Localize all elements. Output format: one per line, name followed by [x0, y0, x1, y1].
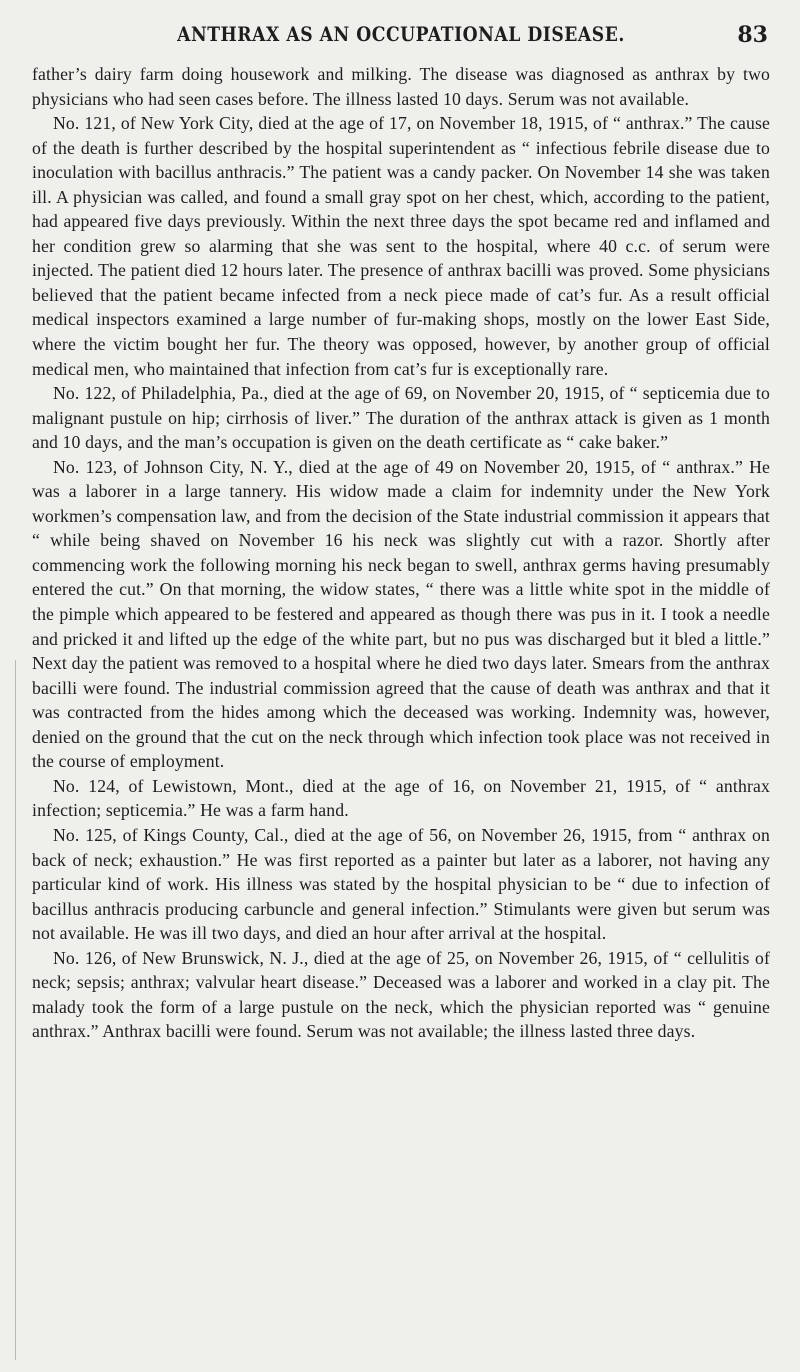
paragraph-case-124: No. 124, of Lewistown, Mont., died at the age of 16, on November 21, 1915, of “ anthrax infection; septicemia.” He was a farm hand. — [32, 775, 770, 821]
paragraph-case-126: No. 126, of New Brunswick, N. J., died at the age of 25, on November 26, 1915, of “ cellulitis of neck; sepsis; anthrax; valvular heart disease.” Deceased was a laborer and worked in a clay pit. The malady took the form of a large pustule on the neck, which the physician reported was “ genuine anthrax.” Anthrax bacilli were found. Serum was not available; the illness lasted three days. — [32, 947, 770, 1042]
running-head — [32, 22, 770, 50]
paragraph-case-121: No. 121, of New York City, died at the age of 17, on November 18, 1915, of “ anthrax.” The cause of the death is further described by the hospital superintendent as “ infectious febrile disease due to inoculation with bacillus anthracis.” The patient was a candy packer. On November 14 she was taken ill. A physician was called, and found a small gray spot on her chest, which, according to the patient, had appeared five days previously. Within the next three days the spot became red and inflamed and her condition grew so alarming that she was sent to the hospital, where 40 c.c. of serum were injected. The patient died 12 hours later. The presence of anthrax bacilli was proved. Some physicians believed that the patient became infected from a neck piece made of cat’s fur. As a result official medical inspectors examined a large number of fur-making shops, mostly on the lower East Side, where the victim bought her fur. The theory was opposed, however, by another group of official medical men, who maintained that infection from cat’s fur is exceptionally rare. — [32, 113, 770, 379]
paragraph-continued: father’s dairy farm doing housework and milking. The disease was diagnosed as anthrax by two physicians who had seen cases before. The illness lasted 10 days. Serum was not available. — [32, 64, 770, 109]
gutter-scan-line — [15, 660, 16, 1360]
body-text — [32, 62, 770, 1044]
page-number: 83 — [737, 22, 768, 48]
paragraph-case-122: No. 122, of Philadelphia, Pa., died at the age of 69, on November 20, 1915, of “ septicemia due to malignant pustule on hip; cirrhosis of liver.” The duration of the anthrax attack is given as 1 month and 10 days, and the man’s occupation is given on the death certificate as “ cake baker.” — [32, 383, 770, 453]
running-title: ANTHRAX AS AN OCCUPATIONAL DISEASE. — [177, 22, 625, 46]
paragraph-case-125: No. 125, of Kings County, Cal., died at the age of 56, on November 26, 1915, from “ anthrax on back of neck; exhaustion.” He was first reported as a painter but later as a laborer, not having any particular kind of work. His illness was stated by the hospital physician to be “ due to infection of bacillus anthracis producing carbuncle and general infection.” Stimulants were given but serum was not available. He was ill two days, and died an hour after arrival at the hospital. — [32, 824, 770, 944]
paragraph-case-123: No. 123, of Johnson City, N. Y., died at the age of 49 on November 20, 1915, of “ anthrax.” He was a laborer in a large tannery. His widow made a claim for indemnity under the New York workmen’s compensation law, and from the decision of the State industrial commission it appears that “ while being shaved on November 16 his neck was slightly cut with a razor. Shortly after commencing work the following morning his neck began to swell, anthrax germs having presumably entered the cut.” On that morning, the widow states, “ there was a little white spot in the middle of the pimple which appeared to be festered and appeared as though there was pus in it. I took a needle and pricked it and lifted up the edge of the white part, but no pus was discharged but it bled a little.” Next day the patient was removed to a hospital where he died two days later. Smears from the anthrax bacilli were found. The industrial commission agreed that the cause of death was anthrax and that it was contracted from the hides among which the deceased was working. Indemnity was, however, denied on the ground that the cut on the neck through which infection took place was not received in the course of employment. — [32, 456, 770, 772]
